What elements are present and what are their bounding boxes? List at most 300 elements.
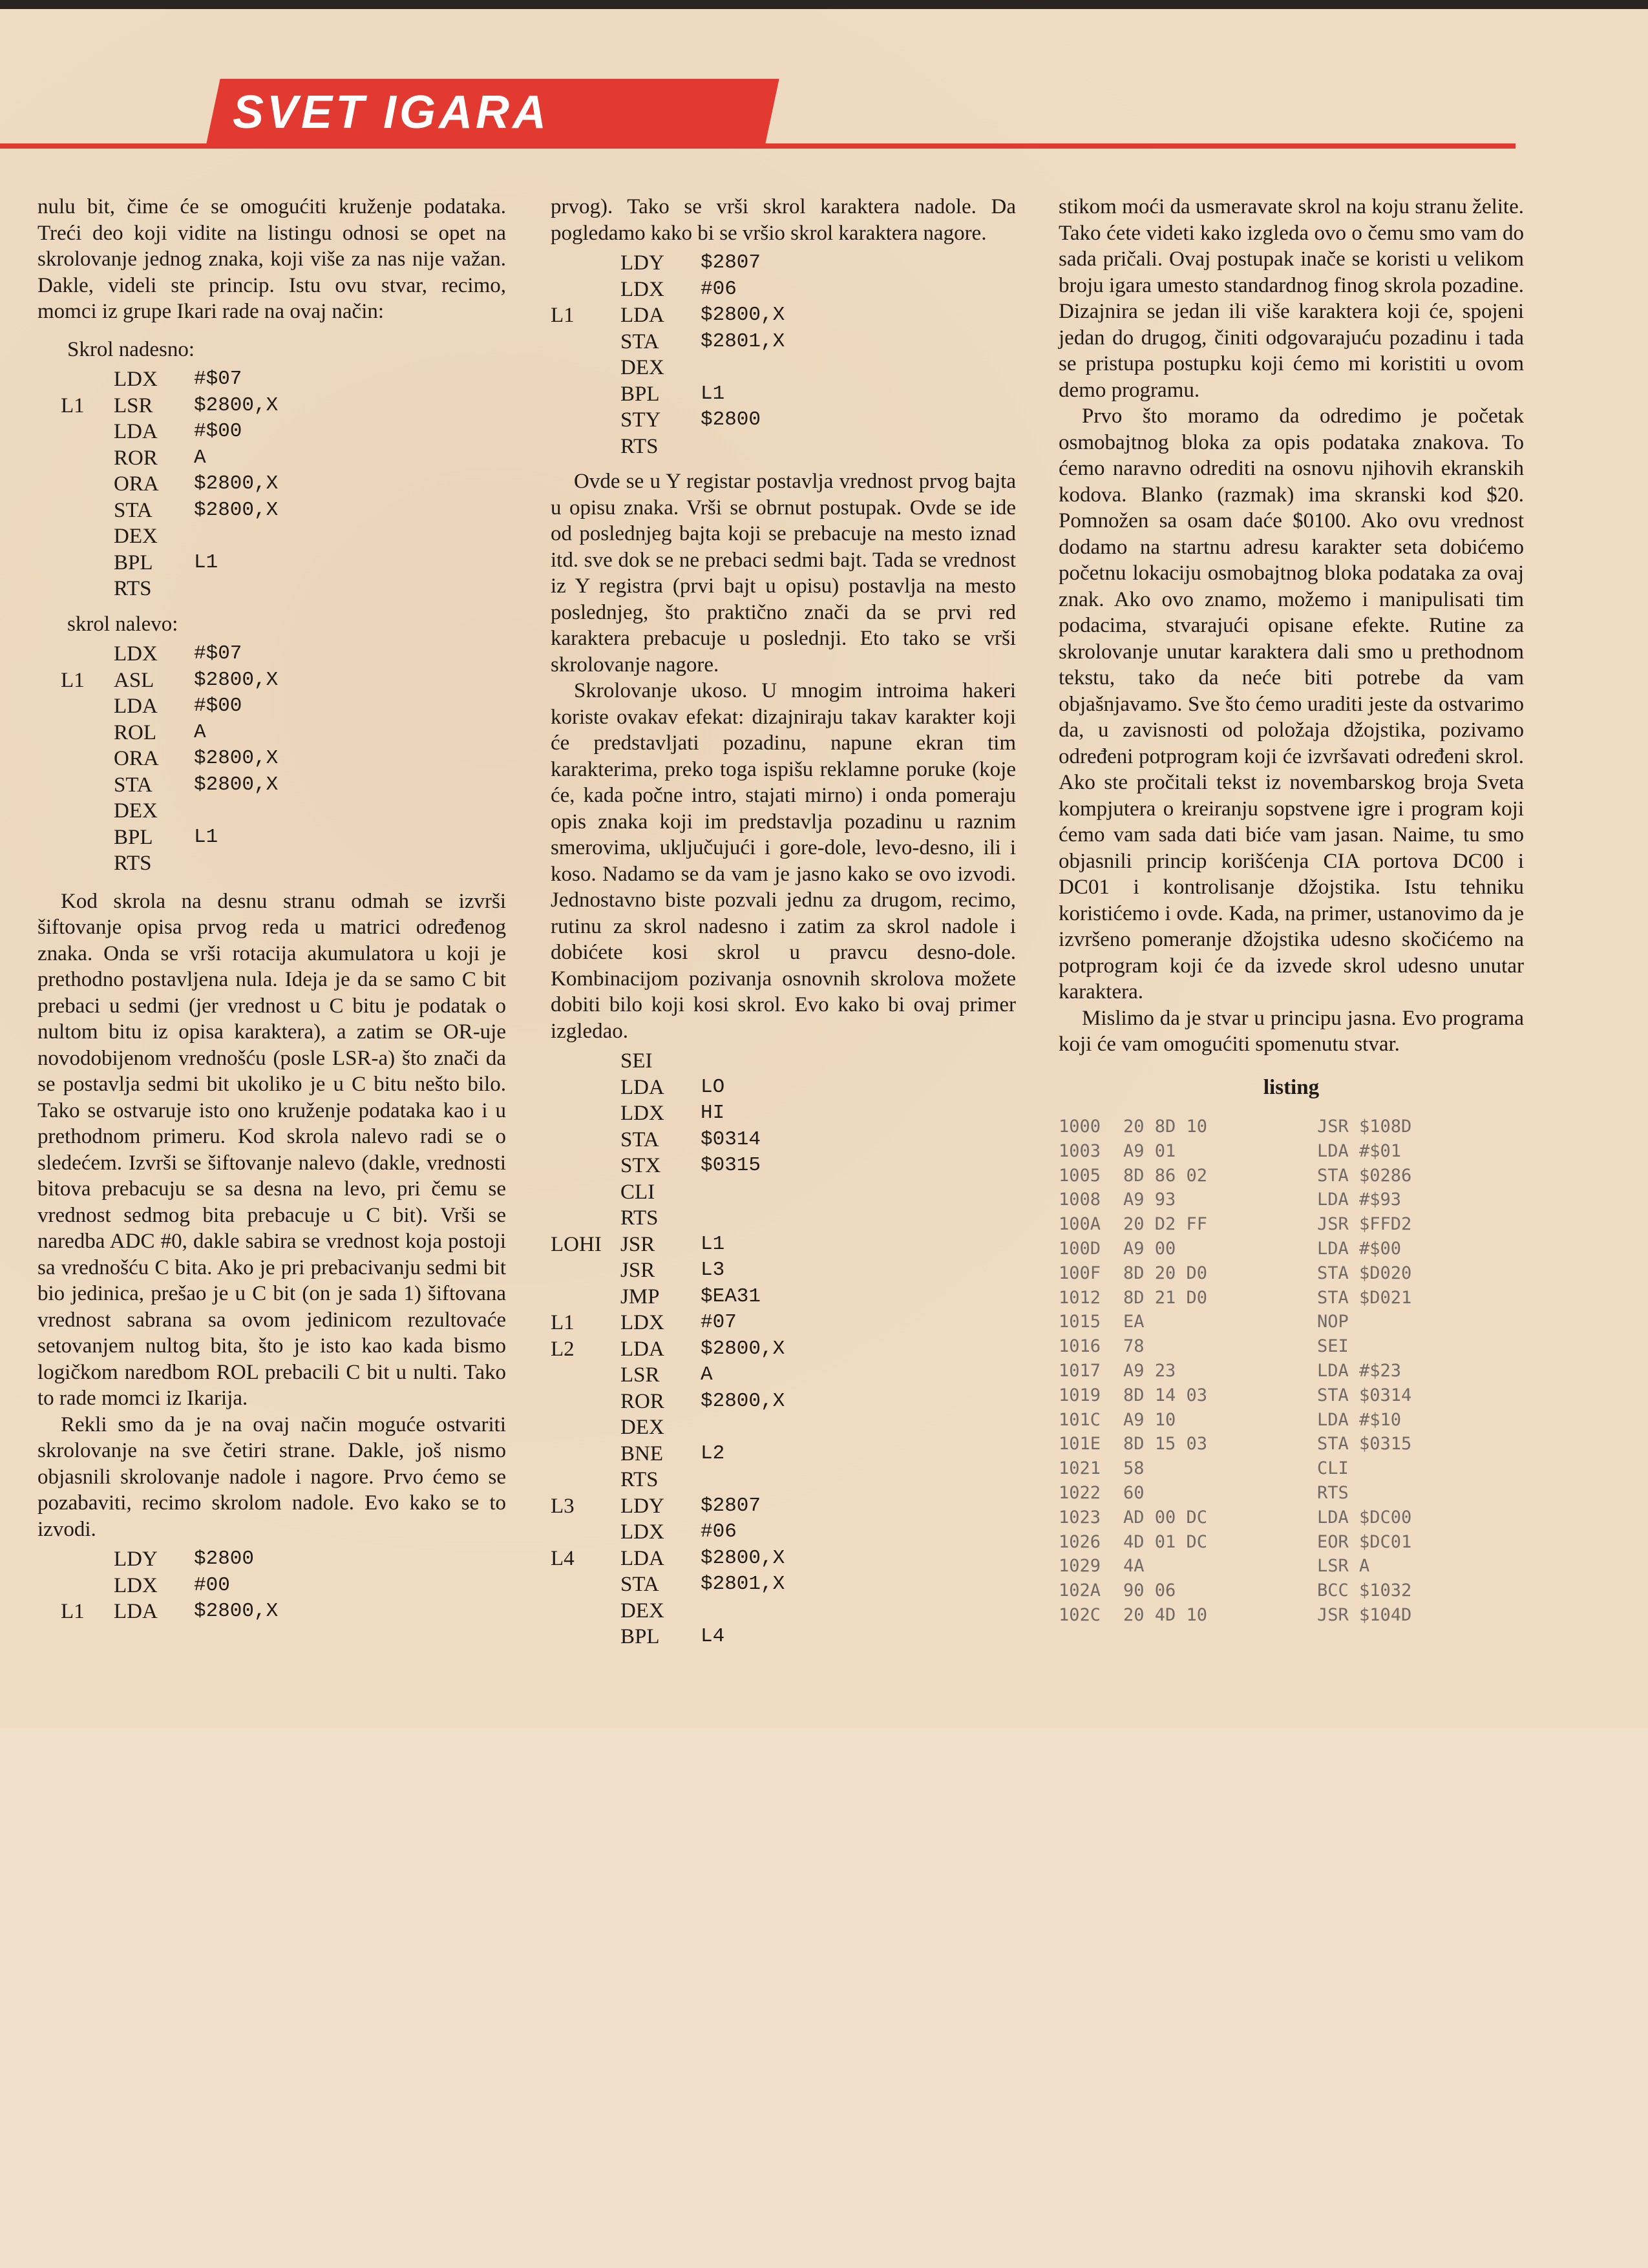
code-label (551, 1389, 620, 1415)
code-mnemonic: SEI (620, 1049, 653, 1073)
code-label (37, 523, 114, 550)
code-mnemonic: RTS (114, 852, 152, 875)
code-mnemonic: CLI (620, 1180, 655, 1204)
code-line (551, 1257, 1016, 1284)
code-label (551, 1598, 620, 1624)
code-line (551, 1205, 1016, 1232)
column-3 (1059, 194, 1524, 1628)
code-operand: A (194, 720, 206, 744)
code-mnemonic: LDA (620, 1546, 664, 1570)
paragraph: prvog). Tako se vrši skrol karaktera nadole. Da pogledamo kako bi se vršio skrol karaktera nagore. (551, 195, 1016, 245)
listing-row (1059, 1286, 1524, 1310)
code-mnemonic: DEX (114, 799, 158, 823)
listing-bytes: 58 (1123, 1458, 1145, 1479)
code-block-diagonal (551, 1048, 1016, 1650)
code-line (551, 1232, 1016, 1258)
code-line (37, 667, 506, 694)
code-label-right: Skrol nadesno: (67, 337, 195, 361)
listing-bytes: 20 4D 10 (1123, 1604, 1208, 1625)
code-operand: $2800 (194, 1548, 255, 1570)
code-mnemonic: LDX (620, 1102, 664, 1125)
code-line (551, 1336, 1016, 1363)
listing-bytes: 8D 20 D0 (1123, 1263, 1208, 1283)
listing-address: 1008 (1059, 1190, 1101, 1210)
listing-address: 1005 (1059, 1165, 1101, 1186)
code-line (551, 1389, 1016, 1415)
code-label (37, 1573, 114, 1599)
code-operand: L4 (701, 1625, 725, 1648)
code-line (551, 1310, 1016, 1336)
code-operand: #00 (194, 1573, 230, 1597)
code-line (37, 720, 506, 746)
listing-instruction: STA $0314 (1317, 1385, 1412, 1405)
code-label: L1 (61, 394, 85, 417)
listing-address: 1015 (1059, 1312, 1101, 1332)
code-line (551, 1414, 1016, 1441)
listing-instruction: STA $D021 (1317, 1287, 1412, 1308)
listing-row (1059, 1310, 1524, 1334)
paragraph: Mislimo da je stvar u principu jasna. Evo programa koji će vam omogućiti spomenutu stvar. (1059, 1006, 1524, 1056)
code-label (551, 1414, 620, 1441)
code-label: L1 (61, 1600, 85, 1623)
paragraph: stikom moći da usmeravate skrol na koju stranu želite. Tako ćete videti kako izgleda ovo o čemu smo vam do sada pričali. Ovaj postupak inače se koristi u velikom broju igara umesto standardnog finog skrola pozadine. Dizajnira se jedan ili više karaktera koji će, spojeni jedan do drugog, činiti odgovarajuću pozadinu i tada se pristupa postupku koji ćemo mi koristiti u ovom demo programu. (1059, 195, 1524, 402)
code-line (551, 1467, 1016, 1493)
code-line (551, 1127, 1016, 1153)
code-operand: LO (701, 1075, 725, 1098)
code-operand: #$00 (194, 420, 242, 443)
listing-row (1059, 1139, 1524, 1164)
code-operand: L3 (701, 1259, 725, 1281)
code-mnemonic: RTS (114, 577, 152, 600)
code-mnemonic: LDX (620, 1311, 664, 1334)
code-operand: $2800,X (194, 394, 279, 417)
listing-address: 1019 (1059, 1385, 1101, 1405)
code-line (551, 1179, 1016, 1206)
code-operand: A (701, 1363, 713, 1386)
code-mnemonic: BNE (620, 1442, 663, 1465)
code-mnemonic: LDX (620, 1520, 664, 1544)
code-mnemonic: LSR (620, 1363, 660, 1387)
code-label (37, 850, 114, 877)
listing-bytes: 8D 15 03 (1123, 1434, 1208, 1454)
listing-row (1059, 1261, 1524, 1286)
code-mnemonic: LDY (114, 1548, 158, 1571)
code-label (551, 1624, 620, 1650)
listing-row (1059, 1506, 1524, 1530)
code-mnemonic: ROR (114, 446, 158, 470)
code-mnemonic: STY (620, 408, 661, 432)
code-line (37, 419, 506, 445)
code-mnemonic: LDA (114, 420, 158, 443)
code-mnemonic: JSR (620, 1259, 655, 1282)
blank-page-area (0, 1728, 1648, 2268)
code-operand: $2801,X (701, 1573, 785, 1595)
code-line (551, 381, 1016, 408)
code-label (37, 445, 114, 472)
listing-bytes: A9 00 (1123, 1238, 1176, 1259)
code-line (37, 471, 506, 498)
code-line (37, 824, 506, 851)
code-line (551, 1493, 1016, 1520)
code-mnemonic: LSR (114, 394, 153, 417)
code-mnemonic: ORA (114, 747, 159, 770)
listing-address: 1021 (1059, 1458, 1101, 1479)
code-label (37, 798, 114, 824)
code-mnemonic: RTS (620, 1468, 659, 1491)
code-label (551, 1467, 620, 1493)
code-mnemonic: BPL (114, 551, 153, 574)
listing-address: 100A (1059, 1214, 1101, 1235)
listing-row (1059, 1188, 1524, 1212)
code-label (37, 824, 114, 851)
code-label (551, 1284, 620, 1310)
listing-row (1059, 1554, 1524, 1579)
code-operand: $0315 (701, 1154, 761, 1177)
header-rule (0, 143, 1516, 149)
column-1 (37, 194, 506, 1634)
listing-bytes: 20 D2 FF (1123, 1214, 1208, 1235)
code-mnemonic: ROR (620, 1389, 664, 1413)
code-label (551, 277, 620, 303)
code-label (37, 1546, 114, 1573)
code-mnemonic: ASL (114, 668, 154, 692)
listing-instruction: RTS (1317, 1482, 1349, 1503)
listing-instruction: NOP (1317, 1312, 1349, 1332)
code-label (551, 1571, 620, 1598)
code-line (37, 366, 506, 393)
code-mnemonic: LDA (620, 304, 664, 327)
listing-row (1059, 1334, 1524, 1359)
code-label (551, 1048, 620, 1075)
code-operand: $0314 (701, 1128, 761, 1151)
code-label (551, 1179, 620, 1206)
code-line (37, 1573, 506, 1599)
code-mnemonic: RTS (620, 1206, 659, 1230)
code-line (37, 393, 506, 419)
code-operand: #06 (701, 277, 737, 300)
code-operand: L1 (194, 825, 218, 848)
code-line (37, 850, 506, 877)
listing-instruction: STA $0315 (1317, 1434, 1412, 1454)
listing-address: 1017 (1059, 1360, 1101, 1381)
code-line (551, 1153, 1016, 1179)
listing-instruction: JSR $104D (1317, 1604, 1412, 1625)
code-mnemonic: LDA (620, 1337, 664, 1361)
code-label (37, 641, 114, 667)
listing-instruction: CLI (1317, 1458, 1349, 1479)
code-line (37, 550, 506, 576)
code-operand: $2800 (701, 408, 761, 431)
code-line (551, 1048, 1016, 1075)
code-label (551, 1441, 620, 1467)
listing-address: 1012 (1059, 1287, 1101, 1308)
code-line (551, 1571, 1016, 1598)
paragraph: Prvo što moramo da odredimo je početak osmobajtnog bloka za opis podataka znakova. To ćemo naravno odrediti na osnovu njihovih ekranskih kodova. Blanko (razmak) ima skranski kod $20. Pomnožen sa osam daće $0100. Ako ovu vrednost dodamo na startnu adresu karakter seta dobićemo početnu lokaciju osmobajtnog bloka podataka za ovaj znak. Ako ovo znamo, možemo i manipulisati tim podacima, stvarajući opisane efekte. Rutine za skrolovanje unutar karaktera dali smo u prethodnom tekstu, tako da neće biti potrebe da vam objašnjavamo. Sve što ćemo uraditi jeste da ostvarimo da, u zavisnosti od položaja džojstika, pozivamo određeni potprogram koji će izvršavati određeni skrol. Ako ste pročitali tekst iz novembarskog broja Sveta kompjutera o kreiranju sopstvene igre i program koji ćemo vam sada dati biće vam jasan. Naime, tu smo objasnili princip korišćenja CIA portova DC00 i DC01 i kontrolisanje džojstika. Istu tehniku koristićemo i ovde. Kada, na primer, ustanovimo da je izvršeno pomeranje džojstika udesno skočićemo na potprogram koji će da izvede skrol udesno unutar karaktera. (1059, 404, 1524, 1003)
listing-row (1059, 1579, 1524, 1603)
listing-instruction: LDA #$01 (1317, 1140, 1402, 1161)
listing-row (1059, 1115, 1524, 1139)
code-operand: $2801,X (701, 330, 785, 353)
listing-row (1059, 1408, 1524, 1433)
code-line (551, 277, 1016, 303)
code-label (551, 1205, 620, 1232)
code-operand: #$00 (194, 695, 242, 717)
code-label (551, 381, 620, 408)
code-mnemonic: LDA (114, 1600, 158, 1623)
code-label (37, 550, 114, 576)
code-operand: $2800,X (194, 472, 279, 495)
listing-address: 1003 (1059, 1140, 1101, 1161)
code-line (551, 1284, 1016, 1310)
code-line (551, 250, 1016, 277)
code-label (37, 720, 114, 746)
code-operand: $2800,X (701, 1546, 785, 1570)
listing-bytes: A9 23 (1123, 1360, 1176, 1381)
code-mnemonic: STA (620, 1128, 659, 1151)
listing-address: 1026 (1059, 1531, 1101, 1552)
code-label (37, 772, 114, 799)
code-line (551, 1100, 1016, 1127)
code-label (37, 498, 114, 524)
code-label (37, 471, 114, 498)
code-label (551, 329, 620, 355)
code-line (551, 1598, 1016, 1624)
paragraph: Skrolovanje ukoso. U mnogim introima hakeri koriste ovakav efekat: dizajniraju takav karakter koji će predstavljati pozadinu, napune ekran tim karakterima, preko toga ispišu reklamne poruke (koje će, kada počne intro, stajati mirno) i onda pomeraju opis znaka koji im predstavlja pozadinu u raznim smerovima, uključujući i gore-dole, levo-desno, ili i koso. Nadamo se da vam je jasno kako se ovo izvodi. Jednostavno biste pozvali jednu za drugom, recimo, rutinu za skrol nadesno i zatim za skrol nadole i dobićete kosi skrol u pravcu desno-dole. Kombinacijom pozivanja osnovnih skrolova možete dobiti bilo koji kosi skrol. Evo kako bi ovaj primer izgledao. (551, 679, 1016, 1043)
listing-bytes: 90 06 (1123, 1580, 1176, 1601)
code-mnemonic: LDX (114, 1573, 158, 1597)
code-line (551, 1546, 1016, 1572)
code-mnemonic: STA (620, 1573, 659, 1596)
code-line (37, 746, 506, 772)
listing-row (1059, 1383, 1524, 1408)
code-operand: $2800,X (194, 498, 279, 521)
code-line (37, 445, 506, 472)
code-label (37, 693, 114, 720)
code-label (551, 355, 620, 381)
code-label (37, 366, 114, 393)
listing-bytes: 20 8D 10 (1123, 1117, 1208, 1137)
code-operand: L1 (194, 551, 218, 574)
code-operand: #06 (701, 1520, 737, 1543)
listing-instruction: SEI (1317, 1336, 1349, 1357)
listing-instruction: LDA #$23 (1317, 1360, 1402, 1381)
listing-title: listing (1263, 1075, 1320, 1099)
listing-bytes: 8D 14 03 (1123, 1385, 1208, 1405)
code-mnemonic: STA (114, 498, 153, 522)
listing-instruction: BCC $1032 (1317, 1580, 1412, 1601)
code-mnemonic: STA (114, 773, 153, 797)
listing-row (1059, 1212, 1524, 1237)
code-label (551, 1153, 620, 1179)
code-line (37, 523, 506, 550)
code-label (551, 434, 620, 460)
code-label: L4 (551, 1546, 575, 1570)
code-operand: $2800,X (194, 773, 279, 796)
code-operand: #07 (701, 1311, 737, 1334)
code-mnemonic: JMP (620, 1285, 660, 1308)
code-operand: A (194, 446, 206, 469)
code-line (551, 302, 1016, 329)
code-mnemonic: LDX (114, 642, 158, 666)
code-block-scroll-down (37, 1546, 506, 1625)
paragraph: Ovde se u Y registar postavlja vrednost prvog bajta u opisu znaka. Vrši se obrnut postupak. Ovde se ide od poslednjeg bajta koji se prebacuje na mesto iznad itd. sve dok se ne prebaci sedmi bajt. Tada se vrednost iz Y registra (prvi bajt u opisu) postavlja na mesto poslednjeg, što praktično znači da se prvi red karaktera prebacuje u poslednji. Eto tako se vrši skrolovanje nagore. (551, 470, 1016, 677)
code-label: L1 (551, 1311, 575, 1334)
column-2 (551, 194, 1016, 1659)
listing-instruction: LDA #$93 (1317, 1190, 1402, 1210)
listing-instruction: LDA #$10 (1317, 1409, 1402, 1430)
code-line (551, 1624, 1016, 1650)
code-label (37, 419, 114, 445)
code-line (37, 798, 506, 824)
code-line (37, 641, 506, 667)
code-mnemonic: JSR (620, 1232, 655, 1256)
code-block-scroll-right (37, 366, 506, 602)
listing-row (1059, 1237, 1524, 1261)
code-label (551, 1362, 620, 1389)
code-mnemonic: BPL (620, 382, 660, 406)
code-operand: $2800,X (194, 668, 279, 691)
section-title: SVET IGARA (233, 87, 550, 138)
code-operand: $2800,X (194, 1600, 279, 1622)
listing-bytes: 8D 21 D0 (1123, 1287, 1208, 1308)
listing-instruction: STA $D020 (1317, 1263, 1412, 1283)
listing-row (1059, 1481, 1524, 1506)
code-operand: L2 (701, 1442, 725, 1465)
code-label (37, 576, 114, 602)
listing-instruction: EOR $DC01 (1317, 1531, 1412, 1552)
listing-address: 102A (1059, 1580, 1101, 1601)
listing-instruction: LDA $DC00 (1317, 1507, 1412, 1528)
code-label: L2 (551, 1337, 575, 1361)
listing-bytes: AD 00 DC (1123, 1507, 1208, 1528)
code-line (551, 1075, 1016, 1101)
code-mnemonic: LDX (114, 368, 158, 391)
listing-address: 101E (1059, 1434, 1101, 1454)
code-line (37, 498, 506, 524)
listing-address: 102C (1059, 1604, 1101, 1625)
code-line (551, 355, 1016, 381)
code-block-scroll-up (551, 250, 1016, 459)
code-mnemonic: STA (620, 330, 659, 353)
listing-row (1059, 1603, 1524, 1628)
paragraph: Rekli smo da je na ovaj način moguće ostvariti skrolovanje na sve četiri strane. Dakle, još nismo objasnili skrolovanje nadole i nagore. Prvo ćemo se pozabaviti, recimo skrolom nadole. Evo kako se to izvodi. (37, 1412, 506, 1541)
listing-dump (1059, 1115, 1524, 1628)
code-mnemonic: BPL (114, 825, 153, 849)
code-label (551, 250, 620, 277)
listing-row (1059, 1432, 1524, 1456)
code-label (551, 1519, 620, 1546)
listing-instruction: JSR $FFD2 (1317, 1214, 1412, 1235)
code-mnemonic: DEX (620, 1599, 664, 1622)
code-line (551, 434, 1016, 460)
listing-bytes: EA (1123, 1312, 1145, 1332)
code-line (551, 1441, 1016, 1467)
code-label: L3 (551, 1494, 575, 1518)
code-line (37, 693, 506, 720)
code-mnemonic: LDX (620, 277, 664, 301)
listing-bytes: 4A (1123, 1556, 1145, 1577)
code-mnemonic: BPL (620, 1625, 660, 1648)
code-operand: $2807 (701, 1494, 761, 1517)
code-line (551, 329, 1016, 355)
listing-address: 100F (1059, 1263, 1101, 1283)
listing-instruction: JSR $108D (1317, 1117, 1412, 1137)
listing-bytes: A9 01 (1123, 1140, 1176, 1161)
listing-bytes: A9 93 (1123, 1190, 1176, 1210)
code-operand: #$07 (194, 368, 242, 390)
listing-row (1059, 1530, 1524, 1555)
paragraph: nulu bit, čime će se omogućiti kruženje podataka. Treći deo koji vidite na listingu odnosi se opet na skrolovanje jednog znaka, koji više za nas nije važan. Dakle, videli ste princip. Istu ovu stvar, recimo, momci iz grupe Ikari rade na ovaj način: (37, 195, 506, 323)
code-label: L1 (61, 668, 85, 692)
code-mnemonic: LDA (620, 1075, 664, 1099)
listing-instruction: LDA #$00 (1317, 1238, 1402, 1259)
code-operand: $2800,X (701, 304, 785, 326)
code-line (37, 1546, 506, 1573)
code-label (551, 1075, 620, 1101)
code-line (37, 1599, 506, 1625)
listing-address: 1022 (1059, 1482, 1101, 1503)
code-mnemonic: DEX (620, 356, 664, 379)
code-operand: #$07 (194, 642, 242, 665)
listing-address: 1016 (1059, 1336, 1101, 1357)
listing-bytes: 4D 01 DC (1123, 1531, 1208, 1552)
code-label (551, 1100, 620, 1127)
code-mnemonic: STX (620, 1154, 661, 1177)
code-mnemonic: LDA (114, 695, 158, 718)
code-mnemonic: LDY (620, 251, 664, 275)
code-label: LOHI (551, 1232, 602, 1256)
code-mnemonic: RTS (620, 434, 659, 458)
listing-row (1059, 1456, 1524, 1481)
listing-address: 101C (1059, 1409, 1101, 1430)
code-block-scroll-left (37, 641, 506, 877)
listing-bytes: 78 (1123, 1336, 1145, 1357)
code-label: L1 (551, 304, 575, 327)
code-mnemonic: ORA (114, 472, 159, 496)
code-operand: $EA31 (701, 1285, 761, 1308)
code-operand: $2800,X (701, 1337, 785, 1360)
code-label (551, 1127, 620, 1153)
code-mnemonic: DEX (114, 525, 158, 548)
code-mnemonic: ROL (114, 720, 156, 744)
code-line (37, 576, 506, 602)
paragraph: Kod skrola na desnu stranu odmah se izvrši šiftovanje opisa prvog reda u matrici određenog znaka. Onda se vrši rotacija akumulatora u koji je prethodno postavljena nula. Ideja je da se samo C bit prebaci u sedmi (jer vrednost u C bitu je podatak o nultom bitu iz opisa karaktera), a zatim se OR-uje novodobijenom vrednošću (posle LSR-a) što znači da se postavlja sedmi bit ukoliko je u C bitu nešto bilo. Tako se ostvaruje isto ono kruženje podataka kao i u prethodnom primeru. Kod skrola nalevo radi se o sledećem. Izvrši se šiftovanje nalevo (dakle, vrednosti bitova prebacuju se sa desna na levo, pri čemu se vrednost sedmog bita prebacuje u C bit). Vrši se naredba ADC #0, dakle sabira se vrednost koja postoji sa vrednošću C bita. Ako je pri prebacivanju sedmi bit bio jedinica, prešao je u C bit (on je sada 1) šiftovana vrednost sabrana sa ovom jedinicom rezultovaće setovanjem nultog bita, što je isto kao kada bismo logičkom naredbom ROL prebacili C bit u nulti. Tako to rade momci iz Ikarija. (37, 889, 506, 1410)
listing-bytes: 60 (1123, 1482, 1145, 1503)
code-operand: L1 (701, 382, 725, 405)
code-operand: $2800,X (701, 1389, 785, 1412)
listing-address: 1029 (1059, 1556, 1101, 1577)
listing-address: 100D (1059, 1238, 1101, 1259)
code-operand: L1 (701, 1232, 725, 1255)
code-label (551, 1257, 620, 1284)
listing-address: 1000 (1059, 1117, 1101, 1137)
code-label-left: skrol nalevo: (67, 612, 178, 636)
top-edge (0, 0, 1648, 9)
code-line (37, 772, 506, 799)
code-mnemonic: DEX (620, 1416, 664, 1439)
code-label (551, 407, 620, 434)
listing-bytes: 8D 86 02 (1123, 1165, 1208, 1186)
code-line (551, 1519, 1016, 1546)
code-line (551, 407, 1016, 434)
code-operand: $2800,X (194, 747, 279, 770)
code-operand: HI (701, 1102, 725, 1124)
code-operand: $2807 (701, 251, 761, 274)
code-label (37, 746, 114, 772)
listing-instruction: LSR A (1317, 1556, 1370, 1577)
listing-instruction: STA $0286 (1317, 1165, 1412, 1186)
code-line (551, 1362, 1016, 1389)
